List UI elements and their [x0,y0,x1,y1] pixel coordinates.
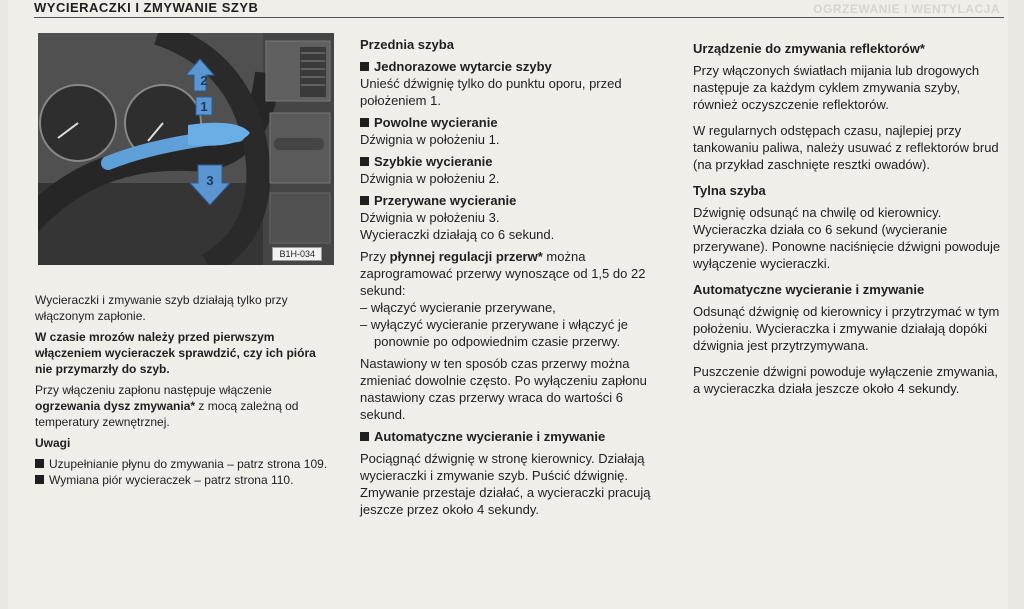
header-rule [34,17,1004,18]
rear-auto-wash-heading: Automatyczne wycieranie i zmywanie [693,282,925,297]
column-right [693,40,1005,397]
headlight-cleaning-text: W regularnych odstępach czasu, najlepiej przy tankowaniu paliwa, należy usuwać z reflektorów brud (na przykład zaschnięte resztki owadów). [693,123,999,172]
slow-wipe-title: Powolne wycieranie [360,114,666,131]
interval-regulation-text: Przy płynnej regulacji przerw* można zaprogramować przerwy wynoszące od 1,5 do 22 sekund: [360,249,646,298]
dashboard-drawing [38,33,334,265]
note-washer-fluid: Uzupełnianie płynu do zmywania – patrz strona 109. [35,456,335,472]
fast-wipe-title: Szybkie wycieranie [360,153,666,170]
frost-warning: W czasie mrozów należy przed pierwszym włączeniem wycieraczek sprawdzić, czy ich pióra nie przymarzły do szyb. [35,330,316,376]
notes-heading: Uwagi [35,436,71,450]
dash-item-1: – włączyć wycieranie przerywane, [360,300,556,315]
rear-auto-wash-text: Odsunąć dźwignię od kierownicy i przytrzymać w tym położeniu. Wycieraczka i zmywanie działają dopóki dźwignia jest przytrzymywana. [693,304,1000,353]
fast-wipe-text: Dźwignia w położeniu 2. [360,171,500,186]
front-window-heading: Przednia szyba [360,37,454,52]
nozzle-heating-text: Przy włączeniu zapłonu następuje włączenie ogrzewania dysz zmywania* z mocą zależną od temperatury zewnętrznej. [35,383,299,429]
interval-set-text: Nastawiony w ten sposób czas przerwy można zmieniać dowolnie często. Po wyłączeniu zapłonu nastawiony czas przerwy wraca do wartości 6 sekund. [360,356,647,422]
auto-wipe-wash-text: Pociągnąć dźwignię w stronę kierownicy. Działają wycieraczki i zmywanie szyb. Puścić dźwignię. Zmywanie przestaje działać, a wycieraczki pracują jeszcze przez około 4 sekundy. [360,451,651,517]
intermittent-wipe-text1: Dźwignia w położeniu 3. [360,210,500,225]
column-middle [360,36,666,518]
single-wipe-text: Unieść dźwignię tylko do punktu oporu, przed położeniem 1. [360,76,622,108]
headlight-washer-heading: Urządzenie do zmywania reflektorów* [693,41,925,56]
intro-text: Wycieraczki i zmywanie szyb działają tylko przy włączonym zapłonie. [35,293,288,323]
headlight-washer-text: Przy włączonych światłach mijania lub drogowych następuje za każdym cyklem zmywania szyby, również oczyszczenie reflektorów. [693,63,980,112]
marker-2: 2 [200,73,208,88]
wiper-lever-illustration [38,33,334,265]
intermittent-wipe-text2: Wycieraczki działają co 6 sekund. [360,227,555,242]
manual-page [8,0,1008,609]
marker-1: 1 [200,99,208,114]
rear-window-text: Dźwignię odsunąć na chwilę od kierownicy. Wycieraczka działa co 6 sekund (wycieranie przerywane). Ponowne naciśnięcie dźwigni powoduje wyłączenie wycieraczki. [693,205,1001,271]
marker-3: 3 [206,173,214,188]
column-left [35,292,335,488]
slow-wipe-text: Dźwignia w położeniu 1. [360,132,500,147]
figure-label: B1H-034 [272,247,322,261]
page-header-ghost: OGRZEWANIE I WENTYLACJA [813,2,1000,16]
note-wiper-blades: Wymiana piór wycieraczek – patrz strona 110. [35,472,335,488]
rear-window-heading: Tylna szyba [693,183,766,198]
page-header-title: WYCIERACZKI I ZMYWANIE SZYB [34,0,259,15]
dash-item-2: – wyłączyć wycieranie przerywane i włączyć je ponownie po odpowiednim czasie przerwy. [360,317,629,349]
auto-wipe-wash-title: Automatyczne wycieranie i zmywanie [360,428,666,445]
rear-release-text: Puszczenie dźwigni powoduje wyłączenie zmywania, a wycieraczka działa jeszcze około 4 sekundy. [693,364,998,396]
single-wipe-title: Jednorazowe wytarcie szyby [360,58,666,75]
intermittent-wipe-title: Przerywane wycieranie [360,192,666,209]
